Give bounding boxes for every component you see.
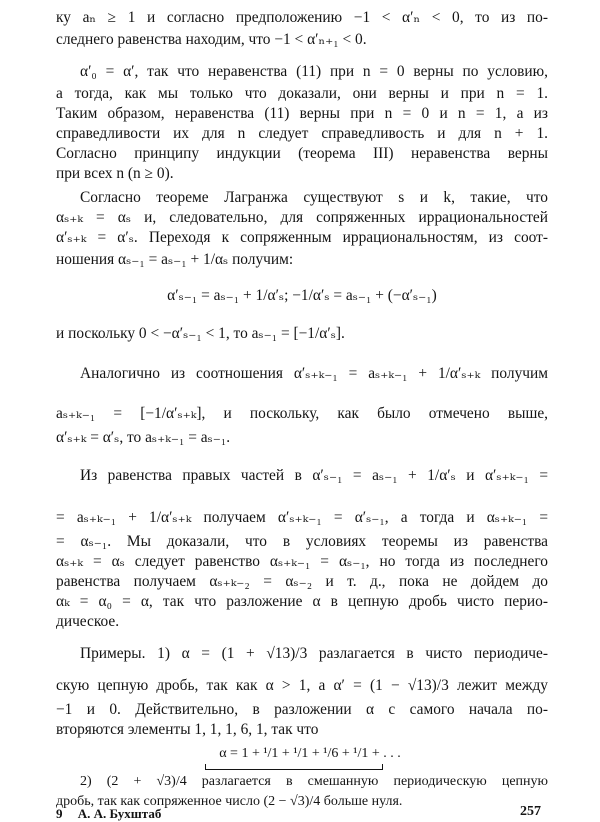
text-line: Из равенства правых частей в α′ₛ₋₁ = aₛ₋₁ + 1/α′ₛ и α′ₛ₊ₖ₋₁ = (80, 467, 548, 484)
text-line: αₛ₊ₖ = αₛ следует равенство αₛ₊ₖ₋₁ = αₛ₋₁, но тогда из последнего (56, 553, 548, 570)
text-line: дическое. (56, 613, 120, 630)
text-line: а тогда, как мы только что доказали, они верны и при n = 1. (56, 85, 548, 102)
text-line: αₛ₊ₖ = αₛ и, следовательно, для сопряженных иррациональностей (56, 209, 548, 226)
text-line: следнего равенства находим, что −1 < α′ₙ₊₁ < 0. (56, 31, 367, 48)
text-line: −1 и 0. Действительно, в разложении α с самого начала по- (56, 701, 548, 718)
text-line: справедливости их для n следует справедливость и для n + 1. (56, 125, 548, 142)
author-name: А. А. Бухштаб (77, 806, 162, 821)
text-line: и поскольку 0 < −α′ₛ₋₁ < 1, то aₛ₋₁ = [−1/α′ₛ]. (56, 325, 345, 342)
text-line: = aₛ₊ₖ₋₁ + 1/α′ₛ₊ₖ получаем α′ₛ₊ₖ₋₁ = α′ₛ₋₁, а тогда и αₛ₊ₖ₋₁ = (56, 509, 548, 526)
text-line: α′₀ = α′, так что неравенства (11) при n = 0 верны по условию, (80, 63, 548, 80)
period-bracket (205, 764, 383, 770)
text-line: α′ₛ₊ₖ = α′ₛ, то aₛ₊ₖ₋₁ = aₛ₋₁. (56, 429, 231, 446)
text-line: ку aₙ ≥ 1 и согласно предположению −1 < α′ₙ < 0, то из по- (56, 9, 548, 26)
text-line: скую цепную дробь, так как α > 1, а α′ = (1 − √13)/3 лежит между (56, 677, 548, 694)
text-line: Аналогично из соотношения α′ₛ₊ₖ₋₁ = aₛ₊ₖ₋₁ + 1/α′ₛ₊ₖ получим (80, 365, 548, 382)
signature-mark: 9 (56, 806, 63, 821)
text-line: Согласно принципу индукции (теорема III) неравенства верны (56, 145, 548, 162)
text-line: равенства получаем αₛ₊ₖ₋₂ = αₛ₋₂ и т. д., пока не дойдем до (56, 573, 548, 590)
text-line: вторяются элементы 1, 1, 1, 6, 1, так что (56, 721, 319, 738)
continued-fraction: α = 1 + ¹/1 + ¹/1 + ¹/6 + ¹/1 + . . . (219, 746, 401, 761)
text-line: Примеры. 1) α = (1 + √13)/3 разлагается в чисто периодиче- (80, 645, 548, 662)
text-line: Таким образом, неравенства (11) верны при n = 0 и n = 1, а из (56, 105, 548, 122)
page-number: 257 (520, 804, 541, 819)
text-line: aₛ₊ₖ₋₁ = [−1/α′ₛ₊ₖ], и поскольку, как было отмечено выше, (56, 405, 548, 422)
text-line: 2) (2 + √3)/4 разлагается в смешанную периодическую цепную (80, 774, 548, 789)
text-line: ношения αₛ₋₁ = aₛ₋₁ + 1/αₛ получим: (56, 251, 294, 268)
text-line: = αₛ₋₁. Мы доказали, что в условиях теоремы из равенства (56, 533, 548, 550)
formula-line: α′ₛ₋₁ = aₛ₋₁ + 1/α′ₛ; −1/α′ₛ = aₛ₋₁ + (−α′ₛ₋₁) (167, 287, 437, 304)
text-line: Согласно теореме Лагранжа существуют s и k, такие, что (80, 189, 548, 206)
text-line: при всех n (n ≥ 0). (56, 165, 174, 182)
text-line: α′ₛ₊ₖ = α′ₛ. Переходя к сопряженным иррациональностям, из соот- (56, 229, 548, 246)
text-line: дробь, так как сопряженное число (2 − √3)/4 больше нуля. (56, 794, 403, 809)
text-line: αₖ = α₀ = α, так что разложение α в цепную дробь чисто перио- (56, 593, 548, 610)
